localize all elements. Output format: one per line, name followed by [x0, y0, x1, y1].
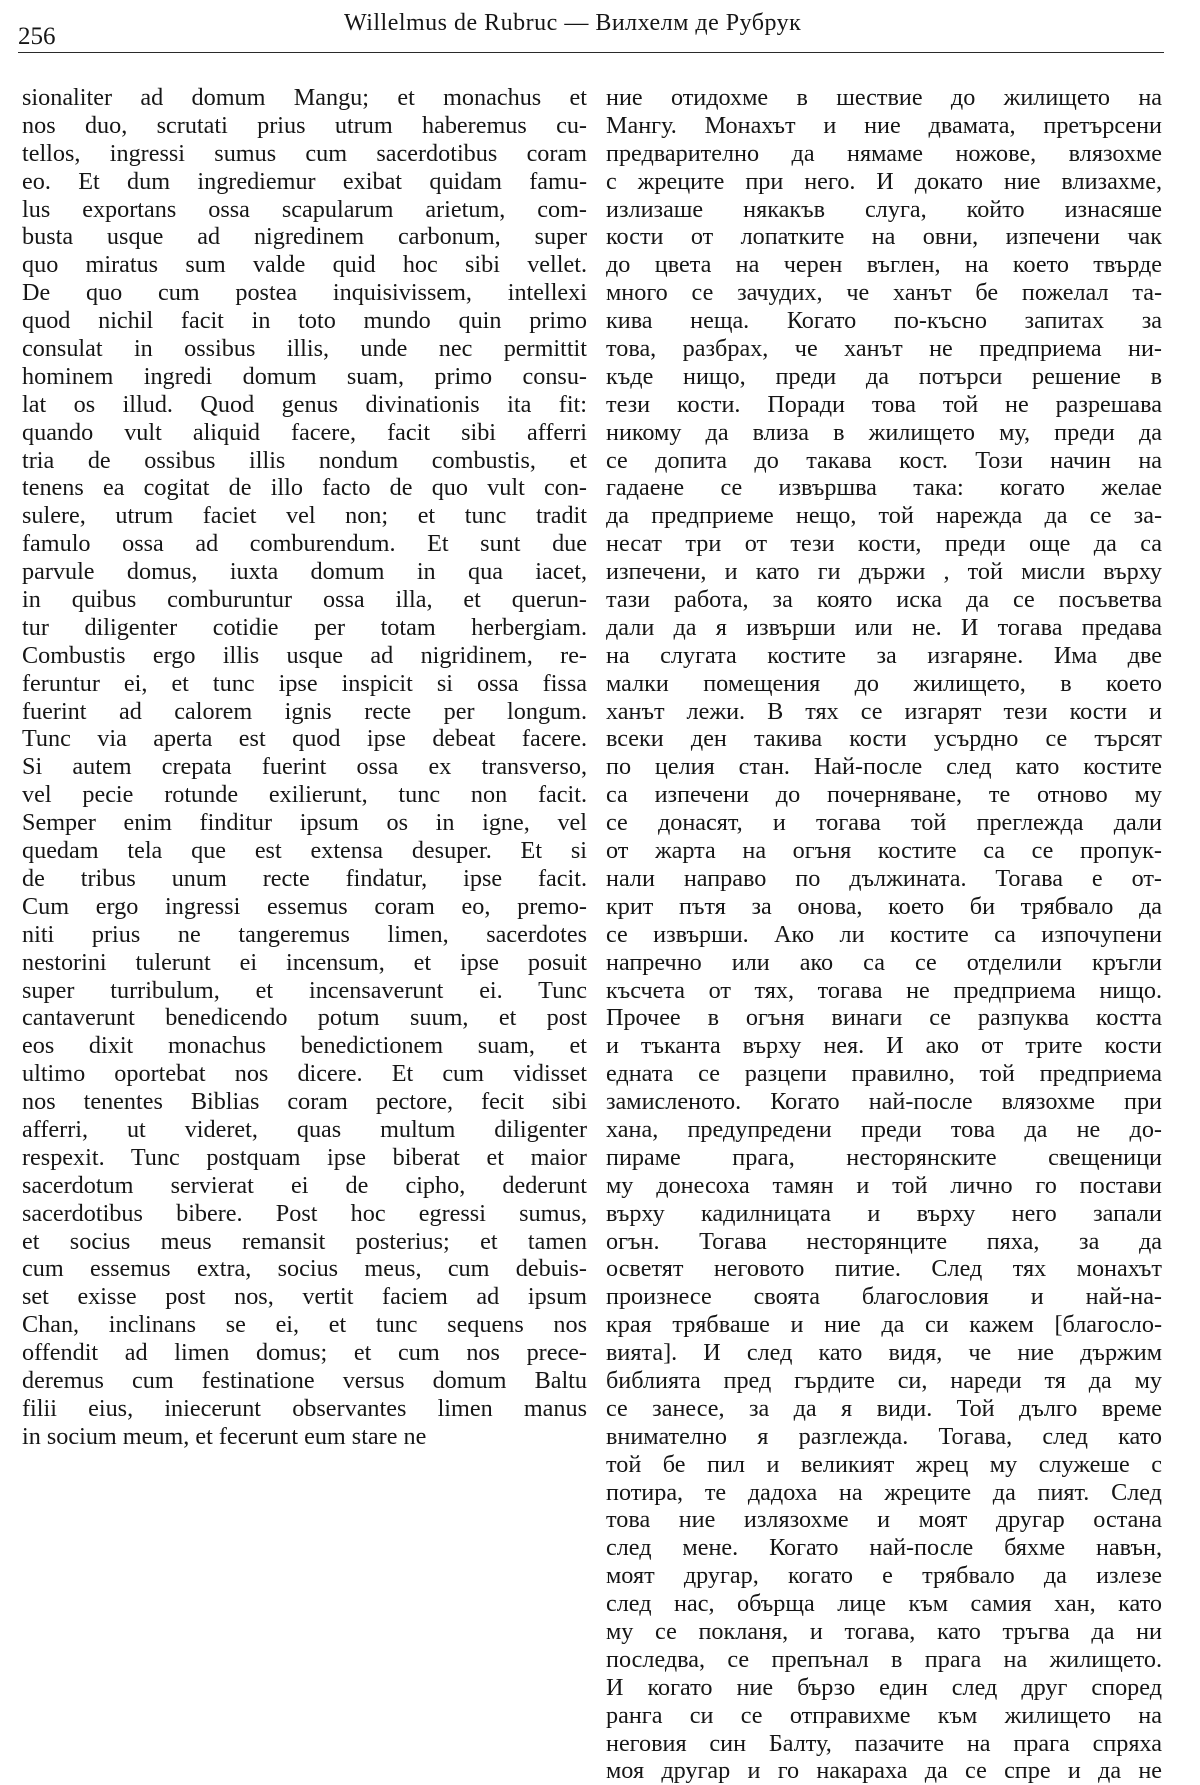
latin-text-line: super turribulum, et incensaverunt ei. Tunc	[22, 976, 587, 1004]
bulgarian-text-line: Прочее в огъня винаги се разпуква костта	[606, 1004, 1162, 1032]
bulgarian-text-line: кости от лопатките на овни, изпечени чак	[606, 223, 1162, 251]
bulgarian-text-line: излизаше някакъв слуга, който изнасяше	[606, 195, 1162, 223]
latin-text-line: famulo ossa ad comburendum. Et sunt due	[22, 530, 587, 558]
latin-text-line: Cum ergo ingressi essemus coram eo, premo-	[22, 892, 587, 920]
latin-text-column	[22, 84, 587, 1451]
bulgarian-text-line: крит пътя за онова, което би трябвало да	[606, 892, 1162, 920]
bulgarian-text-line: се допита до такава кост. Този начин на	[606, 446, 1162, 474]
bulgarian-text-line: Мангу. Монахът и ние двамата, претърсени	[606, 111, 1162, 139]
bulgarian-text-line: малки помещения до жилището, в което	[606, 669, 1162, 697]
bulgarian-text-line: всеки ден такива кости усърдно се търсят	[606, 725, 1162, 753]
bulgarian-text-line: му донесоха тамян и той лично го постави	[606, 1171, 1162, 1199]
latin-text-line: eos dixit monachus benedictionem suam, et	[22, 1032, 587, 1060]
bulgarian-text-line: след нас, обърща лице към самия хан, като	[606, 1590, 1162, 1618]
bulgarian-text-line: ханът лежи. В тях се изгарят тези кости и	[606, 697, 1162, 725]
bulgarian-text-line: неговия син Балту, пазачите на прага спряха	[606, 1729, 1162, 1757]
latin-text-line: de tribus unum recte findatur, ipse facit.	[22, 864, 587, 892]
latin-text-line: cantaverunt benedicendo potum suum, et post	[22, 1004, 587, 1032]
latin-text-line: offendit ad limen domus; et cum nos prece-	[22, 1339, 587, 1367]
bulgarian-text-line: хана, предупредени преди това да не до-	[606, 1115, 1162, 1143]
bulgarian-text-line: произнесе своята благословия и най-на-	[606, 1283, 1162, 1311]
latin-text-line: sionaliter ad domum Mangu; et monachus et	[22, 84, 587, 111]
bulgarian-text-line: потира, те дадоха на жреците да пият. След	[606, 1478, 1162, 1506]
latin-text-line: lat os illud. Quod genus divinationis ita fit:	[22, 390, 587, 418]
bulgarian-text-line: от жарта на огъня костите са се пропук-	[606, 837, 1162, 865]
bulgarian-text-line: несат три от тези кости, преди още да са	[606, 530, 1162, 558]
latin-text-line: consulat in ossibus illis, unde nec permittit	[22, 335, 587, 363]
latin-text-line: vel pecie rotunde exilierunt, tunc non facit.	[22, 781, 587, 809]
bulgarian-text-line: последва, се препънал в прага на жилището.	[606, 1645, 1162, 1673]
bulgarian-text-line: нали направо по дължината. Тогава е от-	[606, 864, 1162, 892]
latin-text-line: nos tenentes Biblias coram pectore, fecit sibi	[22, 1088, 587, 1116]
bulgarian-text-line: моя другар и го накараха да се спре и да не	[606, 1757, 1162, 1785]
bulgarian-text-line: гадаене се извършва така: когато желае	[606, 474, 1162, 502]
bulgarian-text-line: му се покланя, и тогава, като тръгва да ни	[606, 1617, 1162, 1645]
bulgarian-text-line: едната се разцепи правилно, той предприема	[606, 1060, 1162, 1088]
bulgarian-text-line: тези кости. Поради това той не разрешава	[606, 390, 1162, 418]
latin-text-line: De quo cum postea inquisivissem, intellexi	[22, 279, 587, 307]
latin-text-line: quod nichil facit in toto mundo quin primo	[22, 307, 587, 335]
bulgarian-text-line: се донасят, и тогава той преглежда дали	[606, 809, 1162, 837]
latin-text-line: feruntur ei, et tunc ipse inspicit si ossa fissa	[22, 669, 587, 697]
latin-text-line: sacerdotum servierat ei de cipho, dederunt	[22, 1171, 587, 1199]
latin-text-line: respexit. Tunc postquam ipse biberat et maior	[22, 1143, 587, 1171]
bulgarian-text-line: тази работа, за която иска да се посъветва	[606, 586, 1162, 614]
bulgarian-text-line: той бе пил и великият жрец му служеше с	[606, 1450, 1162, 1478]
latin-text-line: fuerint ad calorem ignis recte per longum.	[22, 697, 587, 725]
latin-text-line: set exisse post nos, vertit faciem ad ipsum	[22, 1283, 587, 1311]
latin-text-line: nestorini tulerunt ei incensum, et ipse posuit	[22, 948, 587, 976]
bulgarian-text-line: се занесе, за да я види. Той дълго време	[606, 1394, 1162, 1422]
bulgarian-text-line: ранга си се отправихме към жилището на	[606, 1701, 1162, 1729]
bulgarian-text-line: ние отидохме в шествие до жилището на	[606, 84, 1162, 111]
bulgarian-text-line: библията пред гърдите си, нареди тя да му	[606, 1366, 1162, 1394]
latin-text-line: lus exportans ossa scapularum arietum, com-	[22, 195, 587, 223]
latin-text-line: deremus cum festinatione versus domum Baltu	[22, 1366, 587, 1394]
bulgarian-text-line: никому да влиза в жилището му, преди да	[606, 418, 1162, 446]
latin-text-line: quedam tela que est extensa desuper. Et si	[22, 837, 587, 865]
bulgarian-text-line: И когато ние бързо един след друг според	[606, 1673, 1162, 1701]
latin-text-line: in quibus comburuntur ossa illa, et querun-	[22, 586, 587, 614]
bulgarian-text-line: къде нищо, преди да потърси решение в	[606, 362, 1162, 390]
bulgarian-text-line: това ние излязохме и моят другар остана	[606, 1506, 1162, 1534]
latin-text-line: niti prius ne tangeremus limen, sacerdotes	[22, 920, 587, 948]
bulgarian-text-line: и тъканта върху нея. И ако от трите кости	[606, 1032, 1162, 1060]
bulgarian-text-line: пираме прага, несторянските свещеници	[606, 1143, 1162, 1171]
bulgarian-text-line: са изпечени до почерняване, те отново му	[606, 781, 1162, 809]
bulgarian-text-line: да предприеме нещо, той нарежда да се за-	[606, 502, 1162, 530]
bulgarian-text-line: внимателно я разглежда. Тогава, след като	[606, 1422, 1162, 1450]
latin-text-line: hominem ingredi domum suam, primo consu-	[22, 362, 587, 390]
latin-text-line: Tunc via aperta est quod ipse debeat facere.	[22, 725, 587, 753]
bulgarian-text-line: огън. Тогава несторянците пяха, за да	[606, 1227, 1162, 1255]
bulgarian-text-line: по целия стан. Най-после след като костите	[606, 753, 1162, 781]
bulgarian-text-line: предварително да нямаме ножове, влязохме	[606, 139, 1162, 167]
bulgarian-text-line: върху кадилницата и върху него запали	[606, 1199, 1162, 1227]
bulgarian-text-line: кива неща. Когато по-късно запитах за	[606, 307, 1162, 335]
latin-text-line: busta usque ad nigredinem carbonum, super	[22, 223, 587, 251]
latin-text-line: Chan, inclinans se ei, et tunc sequens nos	[22, 1311, 587, 1339]
latin-text-line: sacerdotibus bibere. Post hoc egressi sumus,	[22, 1199, 587, 1227]
latin-text-line: filii eius, iniecerunt observantes limen manus	[22, 1394, 587, 1422]
latin-text-line: cum essemus extra, socius meus, cum debuis-	[22, 1255, 587, 1283]
bulgarian-text-line: края трябваше и ние да си кажем [благосло-	[606, 1311, 1162, 1339]
latin-text-line: et socius meus remansit posterius; et tamen	[22, 1227, 587, 1255]
bulgarian-text-line: това, разбрах, че ханът не предприема ни-	[606, 335, 1162, 363]
latin-text-line: parvule domus, iuxta domum in qua iacet,	[22, 558, 587, 586]
latin-text-line: quo miratus sum valde quid hoc sibi vellet.	[22, 251, 587, 279]
latin-text-line: sulere, utrum faciet vel non; et tunc tradit	[22, 502, 587, 530]
latin-text-line: tria de ossibus illis nondum combustis, et	[22, 446, 587, 474]
page-number: 256	[18, 23, 56, 50]
bulgarian-text-column	[606, 84, 1162, 1785]
latin-text-line: tellos, ingressi sumus cum sacerdotibus coram	[22, 139, 587, 167]
bulgarian-text-line: се извърши. Ако ли костите са изпочупени	[606, 920, 1162, 948]
latin-text-line: ultimo oportebat nos dicere. Et cum vidisset	[22, 1060, 587, 1088]
bulgarian-text-line: до цвета на черен въглен, на което твърде	[606, 251, 1162, 279]
latin-text-line: Si autem crepata fuerint ossa ex transverso,	[22, 753, 587, 781]
latin-text-line: afferri, ut videret, quas multum diligenter	[22, 1115, 587, 1143]
latin-text-line: Combustis ergo illis usque ad nigridinem, re-	[22, 641, 587, 669]
bulgarian-text-line: моят другар, когато е трябвало да излезе	[606, 1562, 1162, 1590]
bulgarian-text-line: късчета от тях, тогава не предприема нищо.	[606, 976, 1162, 1004]
latin-text-line: tenens ea cogitat de illo facto de quo vult con-	[22, 474, 587, 502]
latin-text-line: in socium meum, et fecerunt eum stare ne	[22, 1422, 427, 1450]
running-header: Willelmus de Rubruc — Вилхелм де Рубрук	[344, 10, 802, 36]
bulgarian-text-line: изпечени, и като ги държи , той мисли върху	[606, 558, 1162, 586]
header-rule	[18, 52, 1164, 53]
bulgarian-text-line: напречно или ако са се отделили кръгли	[606, 948, 1162, 976]
latin-text-line: Semper enim finditur ipsum os in igne, vel	[22, 809, 587, 837]
latin-text-line: tur diligenter cotidie per totam herbergiam.	[22, 613, 587, 641]
latin-text-line: eo. Et dum ingrediemur exibat quidam famu-	[22, 167, 587, 195]
bulgarian-text-line: замисленото. Когато най-после влязохме при	[606, 1088, 1162, 1116]
latin-text-line: quando vult aliquid facere, facit sibi afferri	[22, 418, 587, 446]
latin-text-line: nos duo, scrutati prius utrum haberemus cu-	[22, 111, 587, 139]
bulgarian-text-line: много се зачудих, че ханът бе пожелал та-	[606, 279, 1162, 307]
bulgarian-text-line: след мене. Когато най-после бяхме навън,	[606, 1534, 1162, 1562]
bulgarian-text-line: на слугата костите за изгаряне. Има две	[606, 641, 1162, 669]
bulgarian-text-line: дали да я извърши или не. И тогава предава	[606, 613, 1162, 641]
bulgarian-text-line: осветят неговото питие. След тях монахът	[606, 1255, 1162, 1283]
bulgarian-text-line: с жреците при него. И докато ние влизахме,	[606, 167, 1162, 195]
bulgarian-text-line: вията]. И след като видя, че ние държим	[606, 1339, 1162, 1367]
